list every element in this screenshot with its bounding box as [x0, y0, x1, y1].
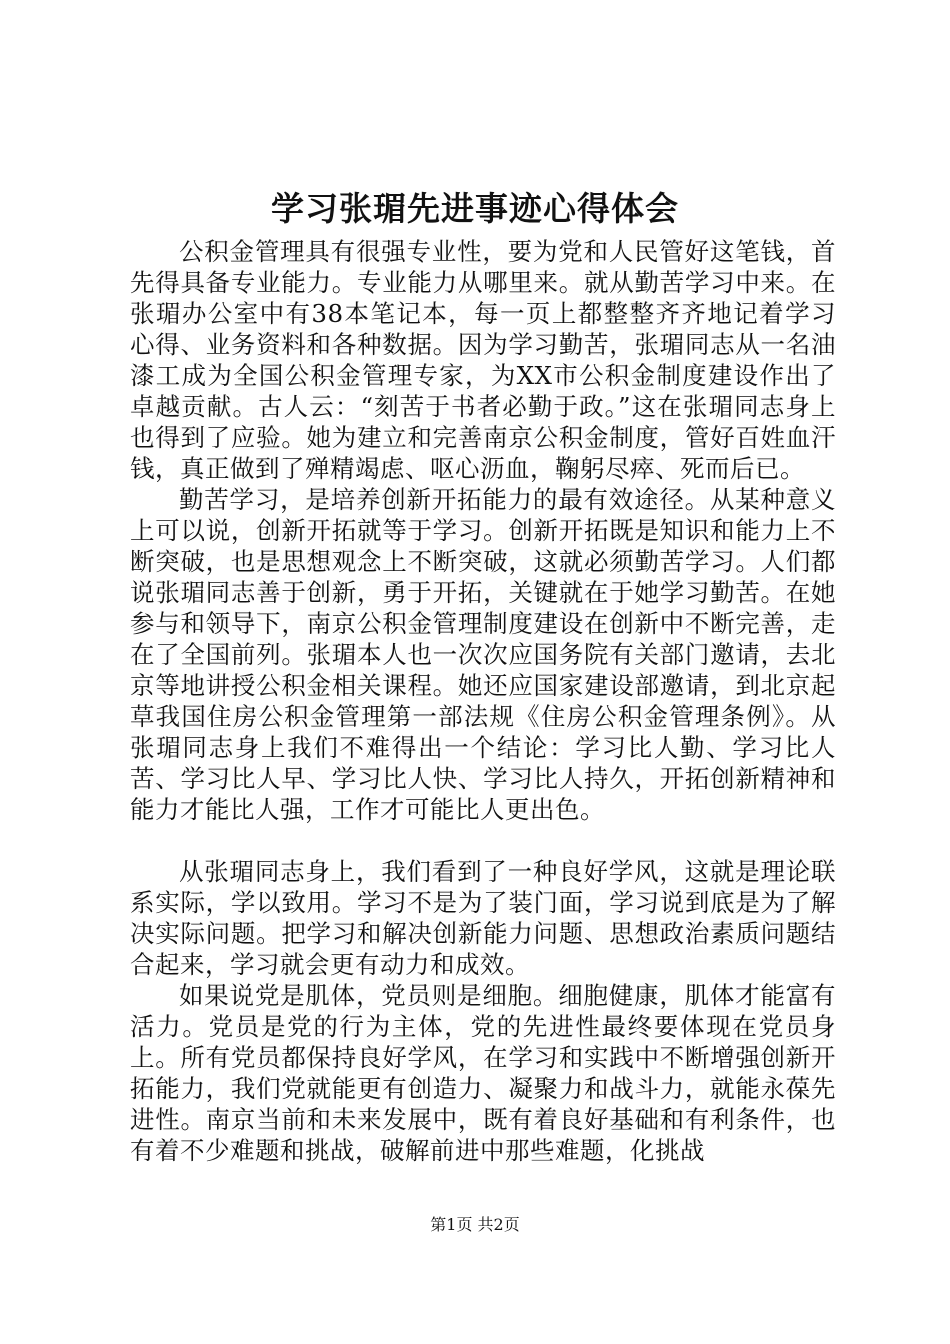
paragraph-spacer [130, 825, 836, 856]
document-title: 学习张瑂先进事迹心得体会 [271, 189, 679, 228]
paragraph-2: 勤苦学习，是培养创新开拓能力的最有效途径。从某种意义上可以说，创新开拓就等于学习。创新开拓既是知识和能力上不断突破，也是思想观念上不断突破，这就必须勤苦学习。人们都说张瑂同志善于创新，勇于开拓，关键就在于她学习勤苦。在她参与和领导下，南京公积金管理制度建设在创新中不断完善，走在了全国前列。张瑂本人也一次次应国务院有关部门邀请，去北京等地讲授公积金相关课程。她还应国家建设部邀请，到北京起草我国住房公积金管理第一部法规《住房公积金管理条例》。从张瑂同志身上我们不难得出一个结论：学习比人勤、学习比人苦、学习比人早、学习比人快、学习比人持久，开拓创新精神和能力才能比人强，工作才可能比人更出色。 [130, 485, 836, 824]
paragraph-3: 从张瑂同志身上，我们看到了一种良好学风，这就是理论联系实际，学以致用。学习不是为了装门面，学习说到底是为了解决实际问题。把学习和解决创新能力问题、思想政治素质问题结合起来，学习就会更有动力和成效。 [130, 857, 836, 979]
document-body [130, 236, 836, 1166]
paragraph-1: 公积金管理具有很强专业性，要为党和人民管好这笔钱，首先得具备专业能力。专业能力从哪里来。就从勤苦学习中来。在张瑂办公室中有38本笔记本，每一页上都整整齐齐地记着学习心得、业务资料和各种数据。因为学习勤苦，张瑂同志从一名油漆工成为全国公积金管理专家，为XX市公积金制度建设作出了卓越贡献。古人云：“刻苦于书者必勤于政。”这在张瑂同志身上也得到了应验。她为建立和完善南京公积金制度，管好百姓血汗钱，真正做到了殚精竭虑、呕心沥血，鞠躬尽瘁、死而后已。 [130, 237, 836, 483]
paragraph-4: 如果说党是肌体，党员则是细胞。细胞健康，肌体才能富有活力。党员是党的行为主体，党的先进性最终要体现在党员身上。所有党员都保持良好学风，在学习和实践中不断增强创新开拓能力，我们党就能更有创造力、凝聚力和战斗力，就能永葆先进性。南京当前和未来发展中，既有着良好基础和有利条件，也有着不少难题和挑战，破解前进中那些难题，化挑战 [130, 981, 836, 1165]
page-number-footer: 第1页 共2页 [430, 1215, 520, 1234]
